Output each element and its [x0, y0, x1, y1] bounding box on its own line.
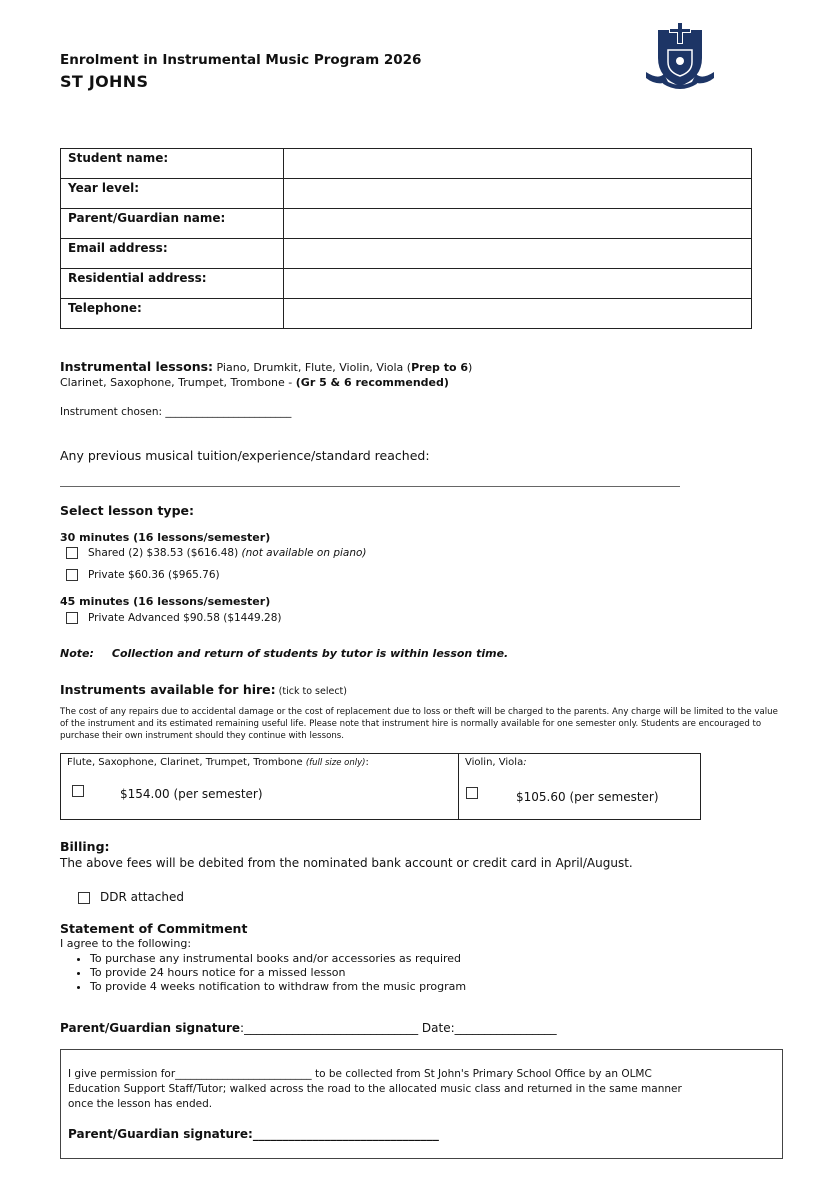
date-field[interactable]: Date:_________________	[418, 1021, 557, 1035]
advanced-label: Private Advanced $90.58 ($1449.28)	[88, 612, 282, 624]
lessons-instruments-2: Clarinet, Saxophone, Trumpet, Trombone -	[60, 376, 296, 389]
note-label: Note:	[60, 647, 94, 660]
shared-checkbox[interactable]	[66, 547, 78, 559]
email-label: Email address:	[61, 239, 284, 269]
previous-experience-label: Any previous musical tuition/experience/standard reached:	[60, 448, 430, 463]
hire-heading: Instruments available for hire:	[60, 682, 276, 697]
hire-woodwind-label	[67, 757, 369, 768]
shared-note: (not available on piano)	[241, 547, 367, 559]
hire-strings-price: $105.60 (per semester)	[516, 790, 659, 804]
note-text: Collection and return of students by tutor is within lesson time.	[111, 647, 509, 660]
telephone-field[interactable]	[284, 299, 752, 329]
address-field[interactable]	[284, 269, 752, 299]
lessons-instruments-1: Piano, Drumkit, Flute, Violin, Viola (	[213, 361, 412, 374]
ddr-checkbox[interactable]	[78, 892, 90, 904]
address-label: Residential address:	[61, 269, 284, 299]
table-row	[61, 239, 752, 269]
school-crest-icon	[644, 20, 716, 92]
permission-line-1[interactable]: I give permission for__________________________ to be collected from St John's Primary School Office by an OLMC	[68, 1068, 652, 1080]
year-level-field[interactable]	[284, 179, 752, 209]
option-private-advanced[interactable]	[66, 612, 282, 624]
signature-line[interactable]	[60, 1021, 557, 1035]
permission-signature[interactable]	[68, 1127, 439, 1141]
ddr-label: DDR attached	[100, 890, 184, 904]
lessons-line-1	[60, 359, 472, 374]
commitment-intro: I agree to the following:	[60, 937, 192, 950]
hire-woodwind-instruments: Flute, Saxophone, Clarinet, Trumpet, Trombone	[67, 757, 306, 768]
hire-strings-label	[465, 757, 527, 768]
hire-heading-line	[60, 679, 347, 698]
ddr-option[interactable]	[78, 890, 184, 904]
lessons-end-1: )	[468, 361, 473, 374]
list-item: • To provide 4 weeks notification to withdraw from the music program	[90, 980, 760, 994]
lessons-grade-1: Prep to 6	[411, 361, 469, 374]
instrument-chosen-field[interactable]: Instrument chosen: ________________________	[60, 406, 292, 418]
student-name-label: Student name:	[61, 149, 284, 179]
table-row	[61, 299, 752, 329]
private-checkbox[interactable]	[66, 569, 78, 581]
lesson-type-heading: Select lesson type:	[60, 503, 195, 518]
lesson-30min-heading: 30 minutes (16 lessons/semester)	[60, 531, 271, 544]
signature-label: Parent/Guardian signature	[60, 1021, 241, 1035]
signature-blank[interactable]: :_____________________________	[240, 1021, 419, 1035]
hire-strings-instruments: Violin, Viola	[465, 757, 524, 768]
email-field[interactable]	[284, 239, 752, 269]
option-private[interactable]	[66, 569, 220, 581]
hire-woodwind-checkbox[interactable]	[72, 785, 84, 797]
hire-disclaimer: The cost of any repairs due to accidental damage or the cost of replacement due to loss or theft will be charged to the parents. Any charge will be limited to the value of the instrument and its estimated remaining useful life. Please note that instrument hire is normally available for one semester only. Students are encouraged to purchase their own instrument should they continue with lessons.	[60, 707, 778, 741]
parent-name-field[interactable]	[284, 209, 752, 239]
hire-heading-note: (tick to select)	[275, 686, 347, 697]
hire-woodwind-colon: :	[365, 757, 369, 768]
lesson-45min-heading: 45 minutes (16 lessons/semester)	[60, 595, 271, 608]
commitment-list	[60, 952, 760, 994]
permission-signature-label: Parent/Guardian signature	[68, 1127, 249, 1141]
student-name-field[interactable]	[284, 149, 752, 179]
school-name: ST JOHNS	[60, 72, 149, 91]
tutor-note	[60, 647, 508, 660]
student-details-table	[60, 148, 752, 329]
lessons-grade-2: (Gr 5 & 6 recommended)	[295, 376, 449, 389]
lessons-heading: Instrumental lessons:	[60, 359, 214, 374]
table-row	[61, 149, 752, 179]
list-item: • To provide 24 hours notice for a missed lesson	[90, 966, 760, 980]
private-label: Private $60.36 ($965.76)	[88, 569, 220, 581]
shared-label: Shared (2) $38.53 ($616.48)	[88, 547, 242, 559]
permission-text	[68, 1067, 776, 1112]
billing-text: The above fees will be debited from the nominated bank account or credit card in April/August.	[60, 856, 633, 870]
table-row	[61, 179, 752, 209]
list-item: • To purchase any instrumental books and/or accessories as required	[90, 952, 760, 966]
option-shared[interactable]	[66, 547, 367, 559]
billing-heading: Billing:	[60, 839, 110, 854]
permission-line-3: once the lesson has ended.	[68, 1098, 213, 1110]
lessons-line-2	[60, 376, 449, 389]
parent-name-label: Parent/Guardian name:	[61, 209, 284, 239]
telephone-label: Telephone:	[61, 299, 284, 329]
hire-woodwind-note: (full size only)	[305, 758, 366, 768]
hire-strings-checkbox[interactable]	[466, 787, 478, 799]
table-row	[61, 209, 752, 239]
hire-strings-colon: :	[523, 757, 527, 768]
hire-divider	[458, 753, 459, 820]
commitment-heading: Statement of Commitment	[60, 921, 248, 936]
permission-line-2: Education Support Staff/Tutor; walked across the road to the allocated music class and returned in the same manner	[68, 1083, 682, 1095]
year-level-label: Year level:	[61, 179, 284, 209]
table-row	[61, 269, 752, 299]
advanced-checkbox[interactable]	[66, 612, 78, 624]
hire-woodwind-price: $154.00 (per semester)	[120, 787, 263, 801]
form-title: Enrolment in Instrumental Music Program 2026	[60, 52, 422, 68]
previous-experience-line[interactable]	[60, 486, 680, 487]
permission-signature-blank[interactable]: :_______________________________	[248, 1127, 439, 1141]
